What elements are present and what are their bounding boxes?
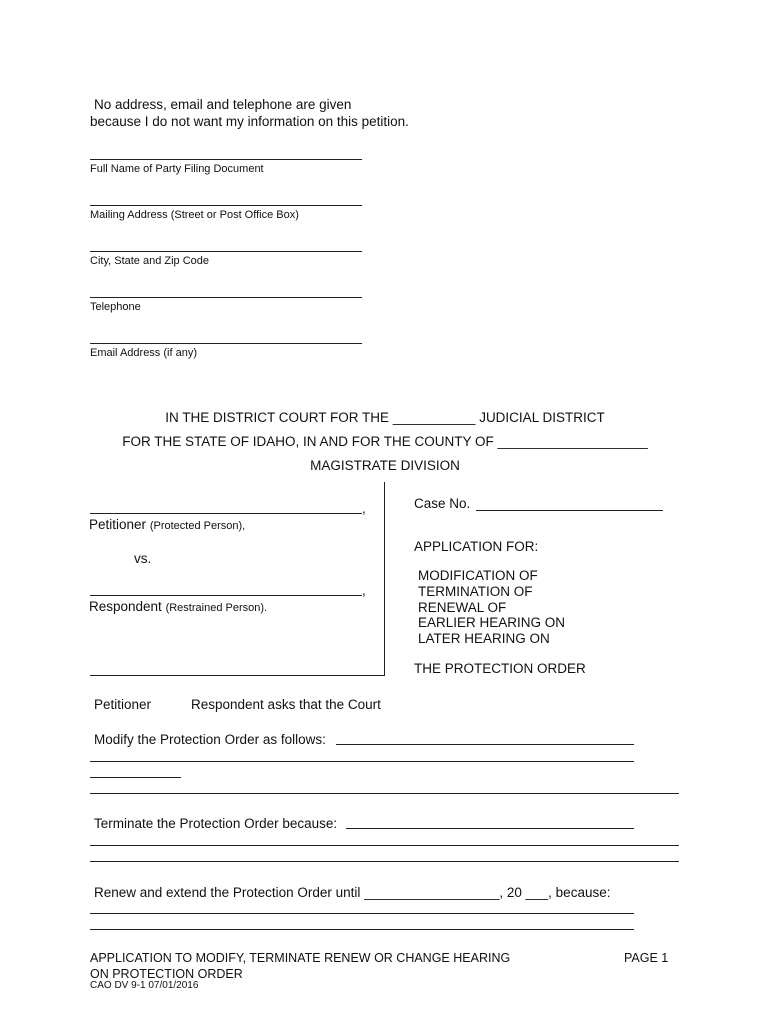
modify-label: Modify the Protection Order as follows: [94,732,326,747]
email-label: Email Address (if any) [90,347,197,359]
protection-order-label: THE PROTECTION ORDER [414,661,586,676]
petitioner-name-line[interactable] [90,513,362,514]
petitioner-caption-label: Petitioner [89,517,147,532]
petitioner-caption [89,516,245,533]
renew-prefix: Renew and extend the Protection Order until [94,885,361,900]
petitioner-comma: , [362,501,366,516]
application-for-label: APPLICATION FOR: [414,539,539,554]
full-name-label: Full Name of Party Filing Document [90,163,264,175]
option-renewal[interactable] [418,600,506,616]
privacy-note [84,96,484,130]
petitioner-caption-note: (Protected Person), [149,520,246,532]
footer-title-line1: APPLICATION TO MODIFY, TERMINATE RENEW OR CHANGE HEARING [90,951,511,965]
form-code: CAO DV 9-1 07/01/2016 [90,980,199,991]
renew-year-prefix: , 20 [499,885,522,900]
renew-line [94,884,610,901]
petitioner-option-label: Petitioner [94,697,152,712]
telephone-line [90,297,362,298]
modify-line-3[interactable] [90,777,181,778]
option-renewal-label: RENEWAL OF [418,600,507,615]
respondent-caption [89,598,267,615]
option-termination[interactable] [418,584,533,600]
option-modification[interactable] [418,568,538,584]
telephone-label: Telephone [90,301,141,313]
full-name-input[interactable] [90,142,364,158]
renew-line-2[interactable] [90,929,634,930]
respondent-asks-label: Respondent asks that the Court [191,697,381,712]
judicial-district-blank[interactable]: ___________ [392,410,476,425]
terminate-line-1[interactable] [346,828,634,829]
option-termination-label: TERMINATION OF [418,584,533,599]
terminate-label: Terminate the Protection Order because: [94,816,338,831]
respondent-option[interactable] [191,696,381,713]
city-state-zip-input[interactable] [90,234,364,250]
option-later-hearing[interactable] [418,631,550,647]
terminate-line-3[interactable] [90,861,679,862]
respondent-caption-label: Respondent [89,599,162,614]
city-state-zip-line [90,251,362,252]
court-district-prefix: IN THE DISTRICT COURT FOR THE [165,410,390,425]
renew-suffix: , because: [548,885,611,900]
case-number-line [476,510,663,511]
caption-divider [384,482,385,676]
petitioner-option[interactable] [94,696,151,713]
option-earlier-hearing-label: EARLIER HEARING ON [418,615,566,630]
respondent-comma: , [362,583,366,598]
full-name-line [90,159,362,160]
modify-line-4[interactable] [90,793,679,794]
renew-line-1[interactable] [90,913,634,914]
privacy-note-line1: No address, email and telephone are given [94,97,352,112]
email-input[interactable] [90,326,364,342]
privacy-note-line2: because I do not want my information on this petition. [90,114,409,129]
case-number-input[interactable] [476,494,666,510]
footer-title-line2: ON PROTECTION ORDER [90,967,243,981]
option-modification-label: MODIFICATION OF [418,568,538,583]
renew-date-blank[interactable]: __________________ [364,885,500,900]
caption-bottom-line [90,675,384,676]
county-blank[interactable]: ____________________ [497,434,648,449]
terminate-line-2[interactable] [90,845,679,846]
respondent-name-line[interactable] [90,595,362,596]
footer-title [90,950,590,982]
case-number-label: Case No. [414,496,471,511]
modify-line-1[interactable] [336,744,634,745]
respondent-caption-note: (Restrained Person). [165,602,268,614]
court-district-suffix: JUDICIAL DISTRICT [479,410,605,425]
email-line [90,343,362,344]
mailing-address-input[interactable] [90,188,364,204]
option-later-hearing-label: LATER HEARING ON [418,631,550,646]
renew-year-blank[interactable]: ___ [525,885,549,900]
magistrate-division: MAGISTRATE DIVISION [310,458,460,473]
versus-text: vs. [134,551,152,566]
page-number: PAGE 1 [624,951,669,965]
mailing-address-label: Mailing Address (Street or Post Office Box) [90,209,299,221]
city-state-zip-label: City, State and Zip Code [90,255,210,267]
telephone-input[interactable] [90,280,364,296]
court-county-prefix: FOR THE STATE OF IDAHO, IN AND FOR THE COUNTY OF [122,434,494,449]
modify-line-2[interactable] [90,761,634,762]
court-header-line2 [0,433,770,450]
mailing-address-line [90,205,362,206]
court-header-line1 [0,409,770,426]
option-earlier-hearing[interactable] [418,615,565,631]
